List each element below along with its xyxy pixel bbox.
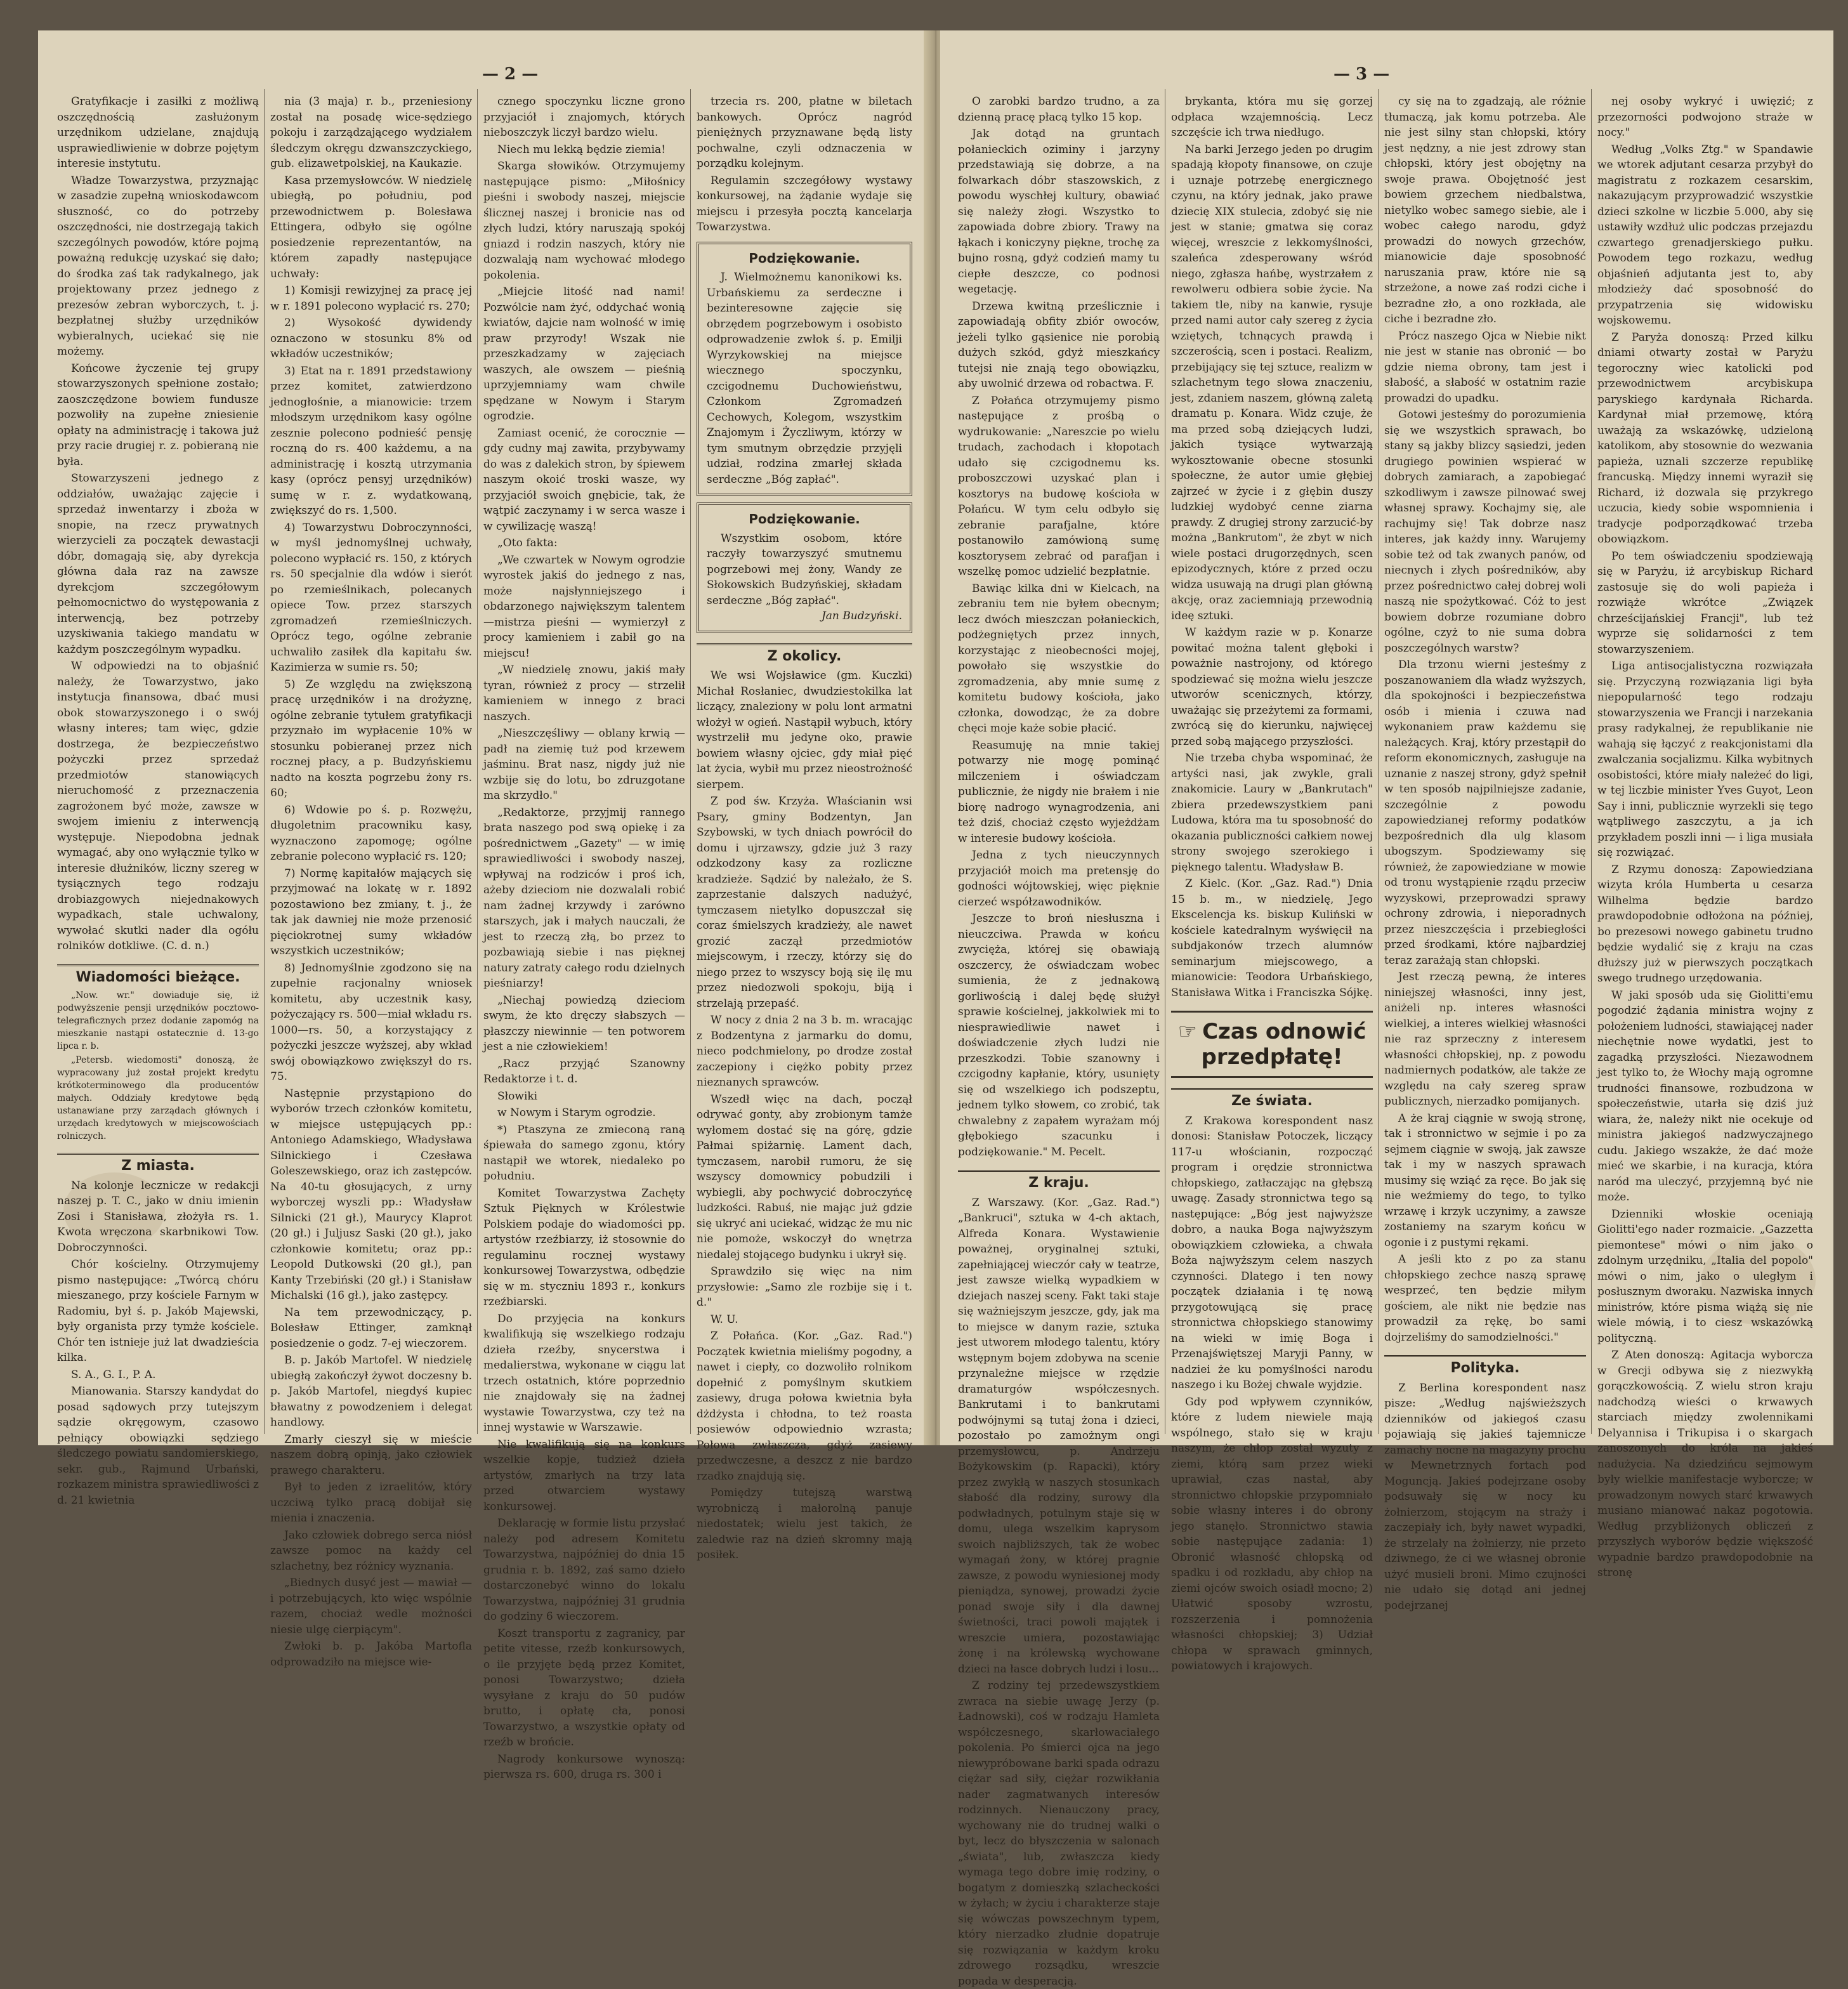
paragraph: Gotowi jesteśmy do porozumienia się we wszystkich sprawach, bo stany są jakby blizcy sąsiedzi, jeden drugiego powinien wspierać w dobrych zamiarach, a zapobiegać szkodliwym i zawsze pilnować swej własnej sprawy. Kochajmy się, ale rachujmy się! Tak dobrze nasz interes, jak każdy inny. Warujemy sobie też od tak zwanych panów, od niecnych i złych pośredników, aby przez pośrednictwo całej dobrej woli naszą nie spożytkować. Cóż to jest bowiem dobrze rozumiane dobro ogólne, czyż to nie suma dobra poszczególnych warstw? — [1384, 407, 1586, 656]
paragraph: Z Rzymu donoszą: Zapowiedziana wizyta króla Humberta u cesarza Wilhelma będzie bardzo prawdopodobnie odłożona na później, bo prezesowi nowego gabinetu trudno będzie wydalić się z kraju na czas dłuższy już w pierwszych początkach swego trudnego urzędowania. — [1597, 862, 1813, 987]
paragraph: Bawiąc kilka dni w Kielcach, na zebraniu tem nie byłem obecnym; lecz dwóch mieszczan połanieckich, podżegniętych przez innych, korzystając z nieobecności mojej, powołało się wszystkie do zgromadzenia, aby mnie sumę z komitetu budowy kościoła, jako członka, dowodząc, że za dobre chęci moje każe sobie płacić. — [958, 581, 1160, 737]
paragraph: w Nowym i Starym ogrodzie. — [483, 1105, 685, 1121]
right-column-2 — [1171, 94, 1373, 1426]
paragraph: Reasumuję na mnie takiej potwarzy nie mogę pominąć milczeniem i oświadczam publicznie, że nigdy nie brałem i nie biorę nadrogo wynagrodzenia, ani też dziś, chociaż często wyjeżdżam w interesie budowy kościoła. — [958, 738, 1160, 847]
paragraph: „Biednych dusyć jest — mawiał — i potrzebujących, kto więc wspólnie razem, chociaż wedle możności niesie ulgę cierpiącym". — [270, 1575, 472, 1638]
paragraph: brykanta, która mu się gorzej odpłaca wzajemnością. Lecz szczęście ich trwa niedługo. — [1171, 94, 1373, 141]
paragraph: Mianowania. Starszy kandydat do posad sądowych przy tutejszym sądzie okręgowym, czasowo pełniący obowiązki sędziego śledczego powiatu sandomierskiego, sekr. gub., Rajmund Urbański, rozkazem ministra sprawiedliwości z d. 21 kwietnia — [57, 1384, 259, 1508]
paragraph: 7) Normę kapitałów mających się przyjmować na lokatę w r. 1892 pozostawiono bez zmiany, t. j., że tak jak dawniej nie może przenosić pięciokrotnej sumy wkładów wszystkich uczestników; — [270, 866, 472, 959]
left-column-2 — [270, 94, 472, 1426]
article-text — [1597, 94, 1813, 1581]
paragraph: O zarobki bardzo trudno, a za dzienną pracę płacą tylko 15 kop. — [958, 94, 1160, 125]
paragraph: Z Paryża donoszą: Przed kilku dniami otwarty został w Paryżu tegoroczny wiec katolicki pod przewodnictwem arcybiskupa paryskiego kardynała Richarda. Kardynał miał przemowę, którą uważają za wskazówkę, udzieloną katolikom, aby stosownie do wezwania papieża, uznali szczerze republikę francuską. Między innemi wyraził się Richard, iż dozwala się przykrego uczucia, kiedy sobie wspomnienia i tradycje podporządkować trzeba obowiązkom. — [1597, 330, 1813, 548]
subscription-banner — [1171, 1011, 1373, 1078]
paragraph: „Now. wr." dowiaduje się, iż podwyższenie pensji urzędników pocztowo-telegraficznych przez dodanie zapomóg na mieszkanie nastąpi ostatecznie d. 13-go lipca r. b. — [57, 989, 259, 1053]
newspaper-spread — [38, 30, 1833, 1445]
paragraph: „Redaktorze, przyjmij rannego brata naszego pod swą opiekę i za pośrednictwem „Gazety" — w imię sprawiedliwości i swobody naszej, wpływaj na rodziców i proś ich, ażeby dzieciom nie dozwalali robić nam żadnej krzywdy i zarówno starszych, jak i małych nauczali, że jest to rzeczą złą, bo przez to pozbawiają siebie i nas pięknej natury zatraty całego rodu dzielnych pieśniarzy! — [483, 805, 685, 992]
right-column-3 — [1384, 94, 1586, 1426]
paragraph: nej osoby wykryć i uwięzić; z przezorności podwojono straże w nocy." — [1597, 94, 1813, 141]
paragraph: Słowiki — [483, 1089, 685, 1105]
section-heading: Polityka. — [1384, 1355, 1586, 1377]
news-briefs — [57, 989, 259, 1143]
article-text — [697, 94, 912, 235]
article-text — [1384, 1381, 1586, 1614]
paragraph: Regulamin szczegółowy wystawy konkursowej, na żądanie wydaje się miejscu i przesyła pocztą kancelarja Towarzystwa. — [697, 173, 912, 235]
paragraph: Z Warszawy. (Kor. „Gaz. Rad.") „Bankruci", sztuka w 4-ch aktach, Alfreda Konara. Wystawienie poważnej, oryginalnej sztuki, zapełniającej wieczór cały w teatrze, jest zawsze wielką wypadkiem w dziejach naszej sceny. Fakt taki staje się ważniejszym jeszcze, gdy, jak ma to miejsce w danym razie, sztuka jest utworem młodego talentu, który wstępnym bojem zdobywa na scenie przynależne miejsce w rzędzie dramaturgów współczesnych. Bankrutami i to bankrutami podwójnymi są tutaj żona i dzieci, pozostało po zamożnym ongi przemysłowcu, p. Andrzeju Bożykowskim (p. Rapacki), który przez zwykłą w naszych stosunkach słabość dla rodziny, surowy dla podwładnych, potulnym staje się w domu, ulega wszelkim kaprysom swoich najbliższych, tak że wobec wymagań żony, w której pragnie zawsze, z powodu wyniesionej mody pieniądza, synowej, prowadzi życie ponad swoje siły i dla dawnej świetności, traci powoli majątek i wreszcie umiera, pozostawiając żonę i na królewską wychowane dzieci na łasce dobrych ludzi i losu... — [958, 1195, 1160, 1677]
pointing-hand-icon: ☞ — [1178, 1019, 1197, 1044]
article-text — [57, 94, 259, 954]
article-text — [1171, 94, 1373, 1001]
paragraph: Zmarły cieszył się w mieście naszem dobrą opinją, jako człowiek prawego charakteru. — [270, 1432, 472, 1479]
column-rule — [1378, 89, 1379, 1434]
paragraph: „Niechaj powiedzą dzieciom swym, że kto dręczy słabszych — płaszczy niewinnie — ten potworem jest a nie człowiekiem! — [483, 993, 685, 1055]
article-text — [958, 1195, 1160, 1989]
paragraph: „Miejcie litość nad nami! Pozwólcie nam żyć, oddychać wonią kwiatów, dajcie nam wolność w imię praw przyrody! Wszak nie przeszkadzamy w zajęciach waszych, ale owszem — pieśnią uprzyjemniamy wam chwile spędzane w Nowym i Starym ogrodzie. — [483, 284, 685, 424]
paragraph: Dzienniki włoskie oceniają Giolitti'ego nader rozmaicie. „Gazzetta piemontese" mówi o nim jako o zdolnym urzędniku, „Italia del popolo" mówi o nim, jako o uległym i posłusznym dworaku. Nazwiska innych ministrów, które pisma wiążą się nie wiele mówią, i to ciesz wskazówką polityczną. — [1597, 1207, 1813, 1347]
paragraph: Był to jeden z izraelitów, który uczciwą tylko pracą dobijał się mienia i znaczenia. — [270, 1480, 472, 1526]
paragraph: W nocy z dnia 2 na 3 b. m. wracając z Bodzentyna z jarmarku do domu, nieco podchmielony, po drodze został zaczepiony i ciężko pobity przez nieznanych sprawców. — [697, 1013, 912, 1091]
paragraph: Gratyfikacje i zasiłki z możliwą oszczędnością zasłużonym urzędnikom udzielane, znajdują usprawiedliwienie w dobrze pojętym interesie instytutu. — [57, 94, 259, 172]
paragraph: cy się na to zgadzają, ale różnie tłumaczą, jak komu potrzeba. Ale nie jest silny stan chłopski, który jest nędzny, a nie jest zdrowy stan chłopski, który jest obojętny na swoje prawa. Obojętność jest bowiem grzechem niedbalstwa, nietylko wobec samego siebie, ale i wobec całego narodu, gdyż prowadzi do nowych grzechów, mianowicie daje sposobność naruszania praw, które nie są strzeżone, a nowe zaś rodzi ciche i bezradne zło, a ono rozkłada, ale ciche i bezradne zło. — [1384, 94, 1586, 327]
paragraph: Stowarzyszeni jednego z oddziałów, uważając zajęcie i sprzedaż inwentarzy i zboża w snopie, na rzecz prywatnych wierzycieli za początek dewastacji dóbr, domagają się, aby dyrekcja główna dała raz na zawsze dyrekcjom szczegółowym pełnomocnictwo do występowania z interwencją, bez potrzeby uzyskiwania takiego mandatu w każdym poszczególnym wypadku. — [57, 471, 259, 657]
paragraph: Z Berlina korespondent nasz pisze: „Według najświeższych dzienników od jakiegoś czasu pojawiają się jakieś tajemnicze zamachy nocne na magazyny prochu w Mewnetrznych fortach pod Moguncją. Jakieś podejrzane osoby podsuwały się w nocy ku żołnierzom, stojącym na straży i zaczepiały ich, były nawet wypadki, że strzelały na żołnierzy, nie przeto dziwnego, że ci we własnej obronie użyć musieli broni. Mimo czujności nie udało się dotąd ani jednej podejrzanej — [1384, 1381, 1586, 1614]
paragraph: 2) Wysokość dywidendy oznaczono w stosunku 8% od wkładów uczestników; — [270, 315, 472, 362]
city-news — [57, 1178, 259, 1509]
paragraph: Nie kwalifikują się na konkurs wszelkie kopje, tudzież dzieła artystów, zmarłych na trzy lata przed otwarciem wystawy konkursowej. — [483, 1437, 685, 1515]
paragraph: Jak dotąd na gruntach połanieckich oziminy i jarzyny przedstawiają się dobrze, a na folwarkach dóbr staszowskich, z powodu wyschłej kultury, obawiać się należy złogi. Wszystko to zapowiada dobre zbiory. Trawy na łąkach i koniczyny piękne, trochę za bujno rosną, gdyż codzień mamy tu ciepłe deszcze, co podnosi wegetację. — [958, 126, 1160, 298]
paragraph: trzecia rs. 200, płatne w biletach bankowych. Oprócz nagród pieniężnych przyznawane będą listy pochwalne, czyli odznaczenia w porządku kolejnym. — [697, 94, 912, 172]
paragraph: Pomiędzy tutejszą warstwą wyrobniczą i małorolną panuje niedostatek; wielu jest takich, że zaledwie raz na dzień skromny mają posiłek. — [697, 1485, 912, 1563]
paragraph: Z Aten donoszą: Agitacja wyborcza w Grecji odbywa się z niezwykłą gorączkowością. Z wielu stron kraju nadchodzą wieści o krwawych starciach między zwolennikami Delyannisa i Trikupisa i o skargach zanoszonych do króla na jakieś nadużycia. Na dziedzińcu sejmowym były wielkie manifestacje wyborcze; w prowadzonym nowych starć krwawych musiano mianować nakaz pogotowia. Według przybliżonych obliczeń z przyszłych wyborów będzie większość wypadnie bardzo prawdopodobnie na stronę — [1597, 1348, 1813, 1581]
paragraph: Drzewa kwitną prześlicznie i zapowiadają obfity zbiór owoców, jeżeli tylko gąsienice nie porobią dużych szkód, gdyż mieszkańcy tutejsi nie znają tego obowiązku, aby uwolnić drzewa od robactwa. F. — [958, 299, 1160, 392]
paragraph: Na barki Jerzego jeden po drugim spadają kłopoty finansowe, on czuje i uznaje potrzebę energicznego czynu, na który jednak, jako prawe dziecię XIX stulecia, zdobyć się nie jest w stanie; gmatwa się coraz więcej, wreszcie z lekkomyślności, szaleńca zdesperowany wśród niego, zgłasza hańbę, wystrzałem z rewolweru odbiera sobie życie. Na takiem tle, niby na kanwie, rysuje przed nami autor cały szereg z życia wziętych, tchnących prawdą i szczerością, scen i postaci. Realizm, przebijający się tej sztuce, realizm w szlachetnym tego słowa znaczeniu, jest, zdaniem naszem, główną zaletą dramatu p. Konara. Widz czuje, że ma przed sobą dziejących ludzi, jakich tysiące wytwarzają wykosztowanie obecne stosunki społeczne, że autor umie głębiej zajrzeć w życie i z głębin duszy ludzkiej wydobyć cenne ziarna prawdy. Z drugiej strony zarzucić-by można „Bankrutom", że zbyt w nich wiele postaci drugorzędnych, scen epizodycznych, które z przed oczu widza usuwają na drugi plan główną akcję, oraz zaciemniają przewodnią ideę sztuki. — [1171, 142, 1373, 624]
article-text — [1384, 94, 1586, 1345]
section-heading: Ze świata. — [1171, 1088, 1373, 1110]
column-rule — [477, 89, 478, 1434]
left-column-1 — [57, 94, 259, 1426]
article-text — [958, 94, 1160, 1160]
paragraph: 8) Jednomyślnie zgodzono się na zupełnie racjonalny wniosek komitetu, aby uczestnik kasy, pożyczający rs. 500—miał wkładu rs. 1000—rs. 50, a korzystający z pożyczki jeszcze wyższej, aby wkład swój obowiązkowo zwiększył do rs. 75. — [270, 961, 472, 1085]
thanks-notice — [697, 242, 912, 497]
paragraph: Prócz naszego Ojca w Niebie nikt nie jest w stanie nas obronić — bo gdzie niema obrony, tam jest i słabość, a słabość w ostatnim razie prowadzi do upadku. — [1384, 329, 1586, 407]
paragraph: 3) Etat na r. 1891 przedstawiony przez komitet, zatwierdzono jednogłośnie, a mianowicie: trzem młodszym urzędnikom kasy ogólne zesznie polecono podnieść pensję roczną do rs. 400 każdemu, a na administrację i kosztą utrzymania kasy (oprócz pensyj urzędników) sumę w r. z. wydatkowaną, zwiększyć do rs. 1,500. — [270, 364, 472, 519]
paragraph: Władze Towarzystwa, przyznając w zasadzie zupełną wnioskodawcom słuszność, co do potrzeby oszczędności, nie dostrzegają takich szczególnych powodów, które pojmą poważną redukcję uzyskać się dało; do środka zaś tak radykalnego, jak projektowany przez jednego z prezesów zebran wyborczych, t. j. bezpłatnej służby urzędników wybieralnych, uciekać się nie możemy. — [57, 173, 259, 360]
paragraph: Końcowe życzenie tej grupy stowarzyszonych spełnione zostało; zaoszczędzone bowiem fundusze pozwoliły na zupełne zniesienie opłaty na administrację i takowa już przy racie drugiej r. z. pobieraną nie była. — [57, 361, 259, 470]
section-heading: Wiadomości bieżące. — [57, 964, 259, 986]
left-column-3 — [483, 94, 685, 1426]
paragraph: Na kolonje lecznicze w redakcji naszej p. T. C., jako w dniu imienin Zosi i Stanisława, złożyła rs. 1. Kwota wręczona skarbnikowi Tow. Dobroczynności. — [57, 1178, 259, 1256]
paragraph: A jeśli kto z po za stanu chłopskiego zechce naszą sprawę wesprzeć, ten będzie miłym gościem, ale nikt nie będzie nas prowadził za rękę, bo sami dojrzeliśmy do samodzielności." — [1384, 1252, 1586, 1345]
section-heading: Z kraju. — [958, 1170, 1160, 1191]
column-rule — [690, 89, 691, 1434]
right-page — [940, 30, 1833, 1445]
paragraph: Jedna z tych nieuczynnych przyjaciół moich ma pretensję do godności wójtowskiej, więc pięknie cierzeć współzawodników. — [958, 848, 1160, 910]
paragraph: Jest rzeczą pewną, że interes niniejszej własności, inny jest, aniżeli np. interes własności wielkiej, a interes wielkiej własności nie raz sprzeczny z interesem własności chłopskiej, np. z powodu nadmiernych podatków, ale także ze względu na cały szereg spraw publicznych, nierzadko pomijanych. — [1384, 969, 1586, 1110]
paragraph: Koszt transportu z zagranicy, par petite vitesse, rzeźb konkursowych, o ile przyjęte będą przez Komitet, ponosi Towarzystwo; dzieła wysyłane z kraju do 50 pudów brutto, i opłatę cła, ponosi Towarzystwo, a wszystkie opłaty od rzeźb w brońcie. — [483, 1626, 685, 1750]
paragraph: nia (3 maja) r. b., przeniesiony został na posadę wice-sędziego pokoju i zarządzającego wydziałem śledczym okręgu dzwanszczyckiego, gub. elizawetpolskiej, na Kaukazie. — [270, 94, 472, 172]
paragraph: Z rodziny tej przedewszystkiem zwraca na siebie uwagę Jerzy (p. Ładnowski), coś w rodzaju Hamleta współczesnego, skarłowaciałego pokolenia. Po śmierci ojca na jego niewypróbowane barki spada odrazu ciężar sad siły, ciężar rozwikłania nader zagmatwanych interesów rodzinnych. Nienauczony pracy, wychowany nie do trudnej walki o byt, lecz do błyszczenia w salonach „świata", lub, zwłaszcza kiedy wymaga tego dobre imię rodziny, o bogatym z domieszką szlacheckości w żyłach; w życiu i charakterze staje się wówczas powszechnym typem, który nierzadko złudnie dopatruje się rozwiązania w każdym kroku zdrowego rozsądku, wreszcie popada w desperacją. — [958, 1678, 1160, 1989]
paragraph: Według „Volks Ztg." w Spandawie we wtorek adjutant cesarza przybył do magistratu z rozkazem cesarskim, nakazującym przyprowadzić wszystkie dzieci szkolne w liczbie 5.000, aby się ustawiły wzdłuż ulic podczas przejazdu czwartego grenadjerskiego pułku. Powodem tego rozkazu, według objaśnień adjutanta jest to, aby młodzieży dać sposobność do przypatrzenia się widowisku wojskowemu. — [1597, 142, 1813, 329]
paragraph: cznego spoczynku liczne grono przyjaciół i znajomych, których nieboszczyk liczył bardzo wielu. — [483, 94, 685, 141]
paragraph: Skarga słowików. Otrzymujemy następujące pismo: „Miłośnicy pieśni i swobody naszej, miejscie ślicznej naszej i bronicie nas od złych ludzi, który naruszają spokój gniazd i rodzin naszych, który nie dozwalają nam wychować młodego pokolenia. — [483, 159, 685, 283]
left-page — [38, 30, 931, 1445]
thanks-notice — [697, 502, 912, 633]
paragraph: Liga antisocjalistyczna rozwiązała się. Przyczyną rozwiązania ligi była niepopularność tego rodzaju stowarzyszenia we Francji i narzekania prasy radykalnej, że republikanie nie wahają się łączyć z reakcjonistami dla zwalczania socjalizmu. Kilka wybitnych osobistości, które miały należeć do ligi, w tej liczbie minister Yves Guyot, Leon Say i inni, publicznie wyrzekli się tego wątpliwego zaszczytu, a ja ich przykładem poszli inni — i liga musiała się rozwiązać. — [1597, 659, 1813, 861]
banner-text: Czas odnowić przedpłatę! — [1201, 1019, 1366, 1070]
paragraph: Nagrody konkursowe wynoszą: pierwsza rs. 600, druga rs. 300 i — [483, 1752, 685, 1783]
paragraph: Sprawdziło się więc na nim przysłowie: „Samo zle rozbije się i t. d." — [697, 1264, 912, 1311]
left-column-4 — [697, 94, 912, 1426]
paragraph: Zamiast ocenić, że corocznie — gdy cudny maj zawita, przybywamy do was z dalekich stron, by śpiewem naszym okoić troski wasze, wy przyjaciół swoich gnębicie, tak, że wątpić zaczynamy i w serca wasze i w cywilizację waszą! — [483, 426, 685, 535]
paragraph: Jako człowiek dobrego serca niósł zawsze pomoc na każdy cel szlachetny, bez różnicy wyznania. — [270, 1528, 472, 1575]
paragraph: We wsi Wojsławice (gm. Kuczki) Michał Rosłaniec, dwudziestokilka lat liczący, znaleziony w polu lont armatni włożył w ogień. Nastąpił wybuch, który wystrzelił mu jedyne oko, prawie bowiem własny ojciec, gdy miał pięć lat życia, wybił mu przez nieostrożność sierpem. — [697, 668, 912, 792]
paragraph: Po tem oświadczeniu spodziewają się w Paryżu, iż arcybiskup Richard zastosuje się do woli papieża i rozwiąże wkrótce „Związek chrześcijańskiej Francji", lub też wyprze się solidarności z tem stowarzyszeniem. — [1597, 549, 1813, 658]
article-text — [697, 668, 912, 1563]
paragraph: „Petersb. wiedomosti" donoszą, że wypracowany już został projekt kredytu krótkoterminowego dla producentów małych. Oddziały kredytowe będą ustanawiane przy zarządach głównych i urzędach kredytowych w miejscowościach rolniczych. — [57, 1054, 259, 1143]
paragraph: „We czwartek w Nowym ogrodzie wyrostek jakiś do jednego z nas, może najsłynniejszego i obdarzonego największym talentem—mistrza pieśni — wymierzył z procy kamieniem i zabił go na miejscu! — [483, 553, 685, 662]
paragraph: Z pod św. Krzyża. Właścianin wsi Psary, gminy Bodzentyn, Jan Szybowski, w tych dniach powrócił do domu i ujrzawszy, gdzie już 3 razy odzkodzony kasy za rozliczne kradzieże. Sądzić by należało, że S. zaprzestanie dalszych nadużyć, tymczasem nietylko dopuszczał się coraz śmielszych kradzieży, ale nawet grozić zaczął przedmiotów miejscowym, i rzeczy, którzy się do niego przez to wszyscy boją się ilę mu przez niedozwoli spokoju, biją i strzelają przepaść. — [697, 794, 912, 1011]
paragraph: B. p. Jakób Martofel. W niedzielę ubiegłą zakończył żywot doczesny b. p. Jakób Martofel, niegdyś kupiec bławatny z powodzeniem i delegat handlowy. — [270, 1353, 472, 1431]
paragraph: Z Połańca otrzymujemy pismo następujące z prośbą o wydrukowanie: „Nareszcie po wielu trudach, zachodach i kłopotach udało się czcigodnemu ks. proboszczowi uzyskać plan i kosztorys na budowę kościoła w Połańcu. W tym celu odbyło się zebranie parafjalne, które postanowiło zamówioną sumę kosztorysem zebrać od parafjan i wszelkę pomoc udzielić bezpłatnie. — [958, 393, 1160, 580]
paragraph: S. A., G. I., P. A. — [57, 1367, 259, 1383]
paragraph: Do przyjęcia na konkurs kwalifikują się wszelkiego rodzaju dzieła rzeźby, snycerstwa i medalierstwa, wykonane w ciągu lat trzech ostatnich, które poprzednio nie znajdowały się na żadnej wystawie Towarzystwa, czy też na innej wystawie w Warszawie. — [483, 1311, 685, 1436]
section-heading: Z miasta. — [57, 1153, 259, 1174]
right-column-1 — [958, 94, 1160, 1426]
paragraph: 5) Ze względu na zwiększoną pracę urzędników i na drożyznę, ogólne zebranie tytułem gratyfikacji przyznało im wypłacenie 10% w stosunku pobieranej przez nich rocznej płacy, a p. Budzyńskiemu nadto na koszta pogrzebu żony rs. 60; — [270, 677, 472, 801]
paragraph: „W niedzielę znowu, jakiś mały tyran, również z procy — strzelił kamieniem w innego z braci naszych. — [483, 662, 685, 725]
paragraph: Deklarację w formie listu przysłać należy pod adresem Komitetu Towarzystwa, najpóźniej do dnia 15 grudnia r. b. 1892, zaś samo dzieło dostarczonebyć winno do lokalu Towarzystwa, najpóźniej 31 grudnia do godziny 6 wieczorem. — [483, 1516, 685, 1625]
paragraph: 1) Komisji rewizyjnej za pracę jej w r. 1891 polecono wypłacić rs. 270; — [270, 283, 472, 314]
paragraph: Nie trzeba chyba wspominać, że artyści nasi, jak zwykle, grali znakomicie. Laury w „Bankrutach" zbiera przedewszystkiem pani Ludowa, która ma tu sposobność do okazania publiczności całkiem nowej strony swojego szerokiego i pięknego talentu. Władysław B. — [1171, 751, 1373, 875]
paragraph: Wszedł więc na dach, począł odrywać gonty, aby zrobionym tamże wyłomem dostać się na górę, gdzie Pałmai spiżarnię. Lament dach, tymczasem, narobił rumoru, że się wszyscy domownicy pobudzili i wybiegli, aby pochwycić dobroczyńcę ludzkości. Rabuś, nie mając już gdzie się ukryć ani uciekać, widząc że mu nic nie pomoże, wskoczył do wnętrza niedalej stojącego budynku i ukrył się. — [697, 1092, 912, 1263]
article-text — [270, 94, 472, 1670]
paragraph: Następnie przystąpiono do wyborów trzech członków komitetu, w miejsce ustępujących pp.: Antoniego Adamskiego, Władysława Silnickiego i Czesława Goleszewskiego, oraz ich zastępców. Na 40-tu głosujących, z urny wyborczej wyszli pp.: Władysław Silnicki (21 gł.), Maurycy Klaprot (20 gł.) i Juljusz Saski (20 gł.), jako członkowie komitetu; oraz pp.: Leopold Dutkowski (20 gł.), pan Kanty Trzebiński (20 gł.) i Stanisław Michalski (16 gł.), jako zastępcy. — [270, 1086, 472, 1304]
column-rule — [1591, 89, 1592, 1434]
article-text — [1171, 1113, 1373, 1674]
notice-text: Wszystkim osobom, które raczyły towarzyszyć smutnemu pogrzebowi mej żony, Wandy ze Słokowskich Budzyńskiej, składam serdeczne „Bóg zapłać". — [707, 531, 902, 609]
paragraph: Z Połańca. (Kor. „Gaz. Rad.") Początek kwietnia mieliśmy pogodny, a nawet i ciepły, co dozwoliło rolnikom dopełnić z pomyślnym skutkiem zasiewy, druga połowa kwietnia była dżdżysta i chłodna, to też roasta posiewów odpowiednio wzrasta; Połowa zwłaszcza, gdyż zasiewy przedwczesne, a deszcz z nie bardzo rzadko znajdują się. — [697, 1329, 912, 1484]
paragraph: Chór kościelny. Otrzymujemy pismo następujące: „Twórcą chóru mieszanego, przy kościele Farnym w Radomiu, był ś. p. Jakób Majewski, były organista przy tymże kościele. Chór ten istnieje już lat dwadzieścia kilka. — [57, 1257, 259, 1366]
paragraph: Zwłoki b. p. Jakóba Martofla odprowadziło na miejsce wie- — [270, 1639, 472, 1670]
paragraph: W jaki sposób uda się Giolitti'emu pogodzić żądania ministra wojny z położeniem ludności, stawiającej nader niechętnie nowe wydatki, jest to zagadką przyszłości. Niezawodnem jest tylko to, że Włochy mają ogromne trudności finansowe, rozbudzona w społeczeństwie, utarła się dziś już wiara, że, należy nikt nie ocekuje od ministra jakiegoś nadzwyczajnego cudu. Jakiego wszakże, że dać może mieć we skarbie, i na kuracja, która naród ma uleczyć, przyjemną być nie może. — [1597, 988, 1813, 1205]
paragraph: „Nieszczęśliwy — oblany krwią — padł na ziemię tuż pod krzewem jaśminu. Brat nasz, nigdy już nie wzbije się do lotu, bo zdruzgotane ma skrzydło." — [483, 726, 685, 804]
right-column-4 — [1597, 94, 1813, 1426]
notice-title: Podziękowanie. — [707, 511, 902, 527]
paragraph: W. U. — [697, 1312, 912, 1328]
page-number-right: — 3 — — [1334, 65, 1389, 84]
paragraph: 4) Towarzystwu Dobroczynności, w myśl jednomyślnej uchwały, polecono wypłacić rs. 150, z których rs. 50 specjalnie dla wdów i sierót po rzemieślnikach, polecanych opiece Tow. przez starszych zgromadzeń rzemieślniczych. Oprócz tego, ogólne zebranie uchwaliło zasiłek dla kapitału św. Kazimierza w sumie rs. 50; — [270, 520, 472, 676]
paragraph: Z Kielc. (Kor. „Gaz. Rad.") Dnia 15 b. m., w niedzielę, Jego Ekscelencja ks. biskup Kuliński w kościele katedralnym wyświęcił na subdjakonów trzech alumnów seminarjum miejscowego, a mianowicie: Teodora Urbańskiego, Stanisława Witka i Franciszka Sójkę. — [1171, 876, 1373, 1001]
paragraph: Gdy pod wpływem czynników, które z ludem niewiele mają wspólnego, stało się w kraju naszym, że chłop został wyzuty z ziemi, którą sam przez wieki uprawiał, czas nastał, aby stronnictwo chłopskie przypomniało sobie własny interes i do obrony jego stanęło. Stronnictwo stawia sobie następujące zadania: 1) Obronić własność chłopską od spadku i od rozkładu, aby chłop na ziemi ojców swoich osiadł mocno; 2) Ułatwić sposoby wzrostu, rozszerzenia i pomnożenia własności chłopskiej; 3) Udział chłopa w sprawach gminnych, powiatowych i krajowych. — [1171, 1395, 1373, 1674]
notice-title: Podziękowanie. — [707, 251, 902, 266]
paragraph: Jeszcze to broń niesłuszna i nieuczciwa. Prawda w końcu zwycięża, której się obawiają oszczercy, że oświadczam wobec sumienia, że z jednakową gorliwością i dalej będę służył sprawie kościelnej, jakkolwiek mi to niesprawiedliwie nawet i doświadczenie złych ludzi nie przeszkodzi. Tobie szanowny i czcigodny kapłanie, który, usunięty się od wszelkiego ich podszeptu, jednem tylko słowem, co zrobić, tak chwalebny z zapałem wyrażam mój głębokiego szacunku i podziękowanie." M. Pecelt. — [958, 911, 1160, 1160]
page-number-left: — 2 — — [482, 65, 538, 84]
section-heading: Z okolicy. — [697, 643, 912, 665]
paragraph: Dla trzonu wierni jesteśmy z poszanowaniem dla władz wyższych, dla spokojności i bezpieczeństwa osób i mienia i czuwa nad wykonaniem praw każdemu się należących. Kraj, który przestąpił do reform ekonomicznych, zasługuje na uznanie z naszej strony, gdyż spełnił w ten sposób najpilniejsze zadanie, szczególnie z powodu zapowiedzianej reformy podatków bezpośrednich dla ulg klasom ubogszym. Spodziewamy się również, że zapowiedziane w mowie od tronu wystąpienie rządu przeciw wyzyskowi, przeprowadzi sprawy ochrony zdrowia, i nieporadnych przez nieszczęścia i przebiegłości przed środkami, które najbardziej teraz zarażają stan chłopski. — [1384, 657, 1586, 968]
notice-text: J. Wielmożnemu kanonikowi ks. Urbańskiemu za serdeczne i bezinteresowne zajęcie się obrzędem pogrzebowym i osobisto odprowadzenie zwłok ś. p. Emilji Wyrzykowskiej na miejsce wiecznego spoczynku, czcigodnemu Duchowieństwu, Członkom Zgromadzeń Cechowych, Kolegom, wszystkim Znajomym i Życzliwym, którzy w tym smutnym obrzędzie przyjęli udział, rodzina zmarłej składa serdeczne „Bóg zapłać". — [707, 270, 902, 487]
paragraph: Komitet Towarzystwa Zachęty Sztuk Pięknych w Królestwie Polskiem podaje do wiadomości pp. artystów rzeźbiarzy, iż stosownie do regulaminu rocznej wystawy konkursowej Towarzystwa, odbędzie się w m. styczniu 1893 r., konkurs rzeźbiarski. — [483, 1186, 685, 1310]
article-text — [483, 94, 685, 1783]
paragraph: Niech mu lekką będzie ziemia! — [483, 142, 685, 158]
paragraph: W każdym razie w p. Konarze powitać można talent głęboki i poważnie nastrojony, od którego spodziewać się można wielu jeszcze utworów scenicznych, którzy, uważając się przeżytemi za formami, zwrócą się do kierunku, najwięcej przed sobą mającego przyszłości. — [1171, 625, 1373, 749]
paragraph: *) Ptaszyna ze zmieconą raną śpiewała do samego zgonu, który nastąpił we wtorek, niedaleko po południu. — [483, 1122, 685, 1185]
paragraph: „Racz przyjąć Szanowny Redaktorze i t. d. — [483, 1056, 685, 1087]
paragraph: W odpowiedzi na to objaśnić należy, że Towarzystwo, jako instytucja finansowa, dbać musi obok stowarzyszonego i o swój własny interes; tam więc, gdzie dostrzega, że bezpieczeństwo pożyczki przez sprzedaż przedmiotów stanowiących nieruchomość z przeznaczenia zagrożonem być może, zawsze w swojem imieniu z interwencją występuje. Niepodobna jednak wymagać, aby ono wyłącznie tylko w interesie dłużników, liczny szereg w tysiącznych tego rodzaju drobiazgowych niejednakowych wypadkach, stale uchwalony, wywołać skutki nader dla ogółu rolników dotkliwe. (C. d. n.) — [57, 659, 259, 954]
notice-signature: Jan Budzyński. — [707, 608, 902, 624]
paragraph: 6) Wdowie po ś. p. Rozwężu, długoletnim pracowniku kasy, wyznaczono zapomogę; ogólne zebranie polecono wypłacić rs. 120; — [270, 803, 472, 865]
paragraph: A że kraj ciągnie w swoją stronę, tak i stronnictwo w sejmie i po za sejmem ciągnie w swoją, jak zawsze tak i my w naszych sprawach musimy się wziąć za ręce. Bo jak się nie weźmiemy do tego, to tylko wrzawę i krzyk uczynimy, a zawsze zostaniemy na szarym końcu w ogonie i z pustymi rękami. — [1384, 1111, 1586, 1251]
paragraph: Z Krakowa korespondent nasz donosi: Stanisław Potoczek, liczący 117-u włościanin, rozpocząć program i orędzie stronnictwa chłopskiego, zatłaczając na głębszą uwagę. Zasady stronnictwa tego są następujące: „Bóg jest najwyższe dobro, a nauka Boga najwyższym obowiązkiem człowieka, a chwała Boża najwyższym celem naszych czynności. Dlatego i ten nowy początek działania i tę nową przygotowującą się pracę stronnictwa chłopskiego stanowimy na wieki w imię Boga i Przenajświętszej Maryji Panny, w nadziei że ku pomyślności narodu naszego i ku Bożej chwale wyjdzie. — [1171, 1113, 1373, 1393]
column-rule — [264, 89, 265, 1434]
paragraph: Na tem przewodniczący, p. Bolesław Ettinger, zamknął posiedzenie o godz. 7-ej wieczorem. — [270, 1305, 472, 1352]
paragraph: Kasa przemysłowców. W niedzielę ubiegłą, po południu, pod przewodnictwem p. Bolesława Ettingera, odbyło się ogólne posiedzenie reprezentantów, na którem zapadły następujące uchwały: — [270, 173, 472, 282]
paragraph: „Oto fakta: — [483, 535, 685, 551]
